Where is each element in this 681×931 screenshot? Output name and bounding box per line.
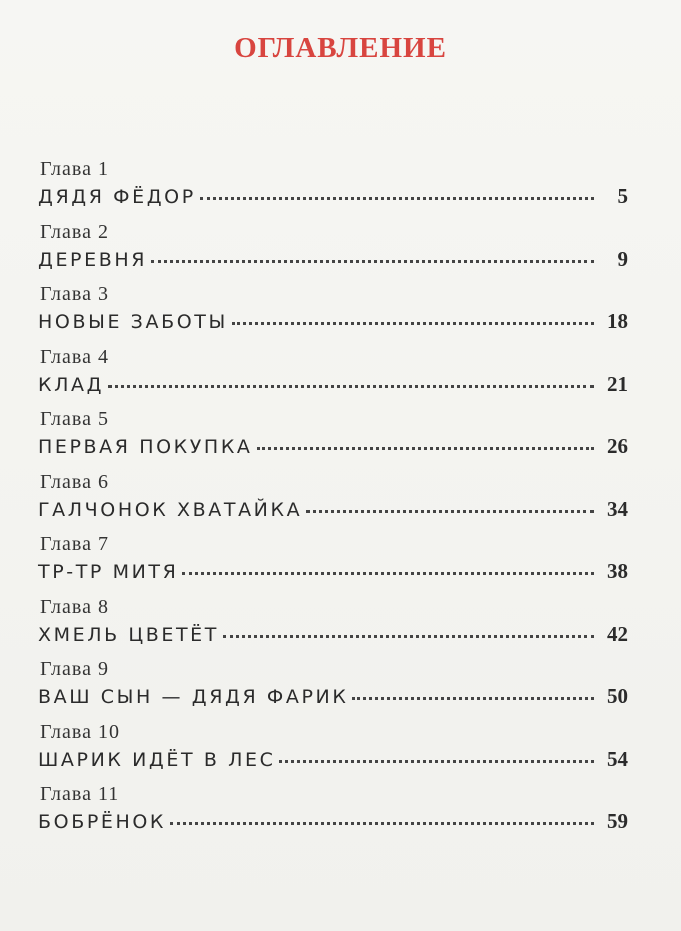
- page-number: 38: [607, 559, 628, 583]
- chapter-title: ТР-ТР МИТЯ: [38, 561, 179, 583]
- page-number: 59: [607, 809, 628, 833]
- page-number: 54: [607, 746, 628, 771]
- toc-heading: ОГЛАВЛЕНИЕ: [234, 32, 447, 64]
- chapter-title: НОВЫЕ ЗАБОТЫ: [38, 311, 228, 333]
- toc-entry: [38, 533, 628, 596]
- toc-line: [38, 434, 628, 459]
- toc-entry: [38, 408, 628, 471]
- dot-leader: [200, 197, 594, 200]
- chapter-title: ШАРИК ИДЁТ В ЛЕС: [38, 748, 276, 771]
- page-number: 50: [607, 684, 628, 708]
- dot-leader: [182, 572, 594, 575]
- page-number: 9: [617, 246, 628, 271]
- chapter-title: ПЕРВАЯ ПОКУПКА: [38, 436, 253, 458]
- chapter-title: ХМЕЛЬ ЦВЕТЁТ: [38, 623, 219, 646]
- chapter-label: Глава 7: [40, 533, 109, 555]
- chapter-title: КЛАД: [38, 373, 105, 396]
- toc-entry: [38, 283, 628, 346]
- toc-line: [38, 559, 628, 584]
- toc-entry: [38, 471, 628, 534]
- toc-entry: [38, 658, 628, 721]
- dot-leader: [257, 447, 594, 450]
- chapter-label: Глава 8: [40, 595, 109, 618]
- page-number: 18: [607, 309, 628, 333]
- toc-line: [38, 372, 628, 397]
- chapter-label: Глава 5: [40, 408, 109, 430]
- chapter-label: Глава 1: [40, 158, 109, 180]
- dot-leader: [223, 635, 594, 638]
- toc-line: [38, 309, 628, 334]
- toc-line: [38, 497, 628, 522]
- page-number: 5: [617, 184, 628, 208]
- toc-entry: [38, 721, 628, 784]
- chapter-label: Глава 6: [40, 470, 109, 493]
- toc-entry: [38, 783, 628, 846]
- toc-line: [38, 747, 628, 772]
- chapter-label: Глава 4: [40, 345, 109, 368]
- dot-leader: [151, 260, 594, 263]
- dot-leader: [170, 822, 594, 825]
- page-number: 34: [607, 496, 628, 521]
- chapter-label: Глава 10: [40, 720, 120, 743]
- chapter-title: ДЯДЯ ФЁДОР: [38, 186, 196, 208]
- dot-leader: [232, 322, 594, 325]
- chapter-title: ВАШ СЫН — ДЯДЯ ФАРИК: [38, 686, 349, 708]
- chapter-label: Глава 11: [40, 783, 120, 805]
- dot-leader: [306, 510, 594, 513]
- toc-line: [38, 184, 628, 209]
- dot-leader: [352, 697, 594, 700]
- chapter-title: БОБРЁНОК: [38, 811, 167, 833]
- chapter-label: Глава 3: [40, 283, 109, 305]
- toc-line: [38, 247, 628, 272]
- page-number: 26: [607, 434, 628, 458]
- toc-entry: [38, 158, 628, 221]
- page-number: 21: [607, 371, 628, 396]
- toc-line: [38, 684, 628, 709]
- chapter-title: ГАЛЧОНОК ХВАТАЙКА: [38, 498, 303, 521]
- toc-entry: [38, 346, 628, 409]
- chapter-label: Глава 9: [40, 658, 109, 680]
- toc-line: [38, 622, 628, 647]
- toc-line: [38, 809, 628, 834]
- chapter-title: ДЕРЕВНЯ: [38, 248, 148, 271]
- dot-leader: [279, 760, 594, 763]
- chapter-label: Глава 2: [40, 220, 109, 243]
- toc-entry: [38, 221, 628, 284]
- page-number: 42: [607, 621, 628, 646]
- table-of-contents: [38, 158, 628, 846]
- toc-entry: [38, 596, 628, 659]
- dot-leader: [108, 385, 594, 388]
